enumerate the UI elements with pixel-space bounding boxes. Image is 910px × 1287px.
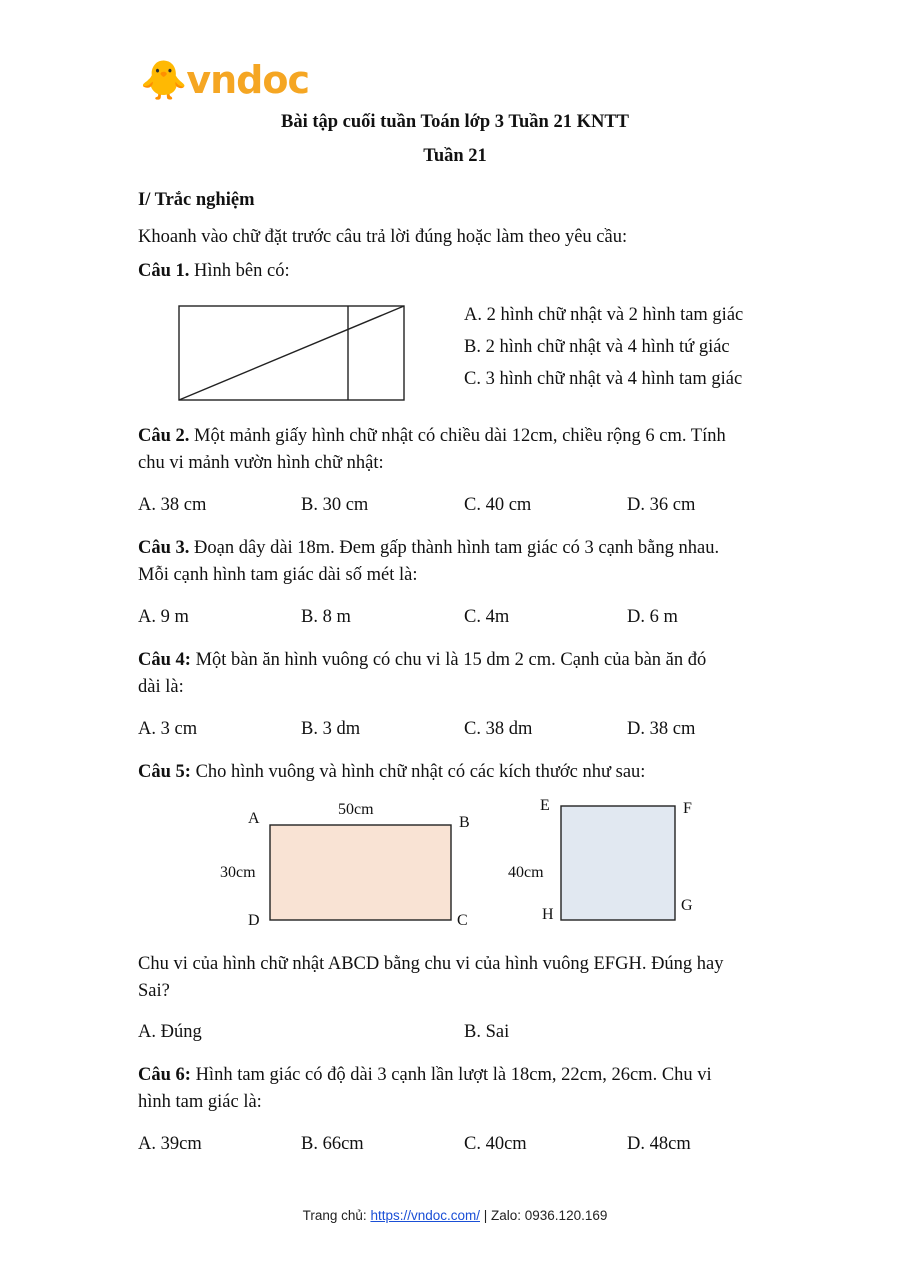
label-c: C [457, 912, 468, 929]
question-5-cont: Sai? [138, 981, 170, 1001]
chick-mascot-icon: 🐥 [140, 58, 187, 102]
question-3: Câu 3. Đoạn dây dài 18m. Đem gấp thành hình tam giác có 3 cạnh bằng nhau. [138, 538, 720, 558]
label-f: F [683, 800, 692, 817]
footer-zalo: | Zalo: 0936.120.169 [480, 1208, 608, 1223]
question-2: Câu 2. Một mảnh giấy hình chữ nhật có chiều dài 12cm, chiều rộng 6 cm. Tính [138, 426, 726, 446]
document-subtitle: Tuần 21 [423, 146, 487, 166]
label-e: E [540, 797, 550, 814]
q6-option-c[interactable]: C. 40cm [464, 1134, 527, 1154]
instruction: Khoanh vào chữ đặt trước câu trả lời đúng hoặc làm theo yêu cầu: [138, 227, 628, 247]
footer [0, 1208, 910, 1223]
label-g: G [681, 897, 693, 914]
question-3-cont: Mỗi cạnh hình tam giác dài số mét là: [138, 565, 418, 585]
q2-option-a[interactable]: A. 38 cm [138, 495, 207, 515]
q3-option-c[interactable]: C. 4m [464, 607, 510, 627]
document-title: Bài tập cuối tuần Toán lớp 3 Tuần 21 KNTT [280, 112, 629, 132]
q4-option-b[interactable]: B. 3 dm [301, 719, 361, 739]
question-2-cont: chu vi mảnh vườn hình chữ nhật: [138, 453, 384, 473]
q1-option-b[interactable]: B. 2 hình chữ nhật và 4 hình tứ giác [464, 337, 730, 357]
q1-option-a[interactable]: A. 2 hình chữ nhật và 2 hình tam giác [464, 305, 744, 325]
homepage-link[interactable]: https://vndoc.com/ [370, 1208, 480, 1223]
q5-option-b[interactable]: B. Sai [464, 1022, 510, 1042]
label-b: B [459, 814, 470, 831]
q4-option-d[interactable]: D. 38 cm [627, 719, 696, 739]
q1-figure [179, 306, 404, 400]
square-efgh [561, 806, 675, 920]
question-5: Câu 5: Cho hình vuông và hình chữ nhật có các kích thước như sau: [138, 762, 646, 782]
label-30cm: 30cm [220, 864, 256, 881]
q4-option-a[interactable]: A. 3 cm [138, 719, 198, 739]
rectangle-abcd [270, 825, 451, 920]
question-6-cont: hình tam giác là: [138, 1092, 262, 1112]
question-5-statement: Chu vi của hình chữ nhật ABCD bằng chu vi của hình vuông EFGH. Đúng hay [138, 954, 724, 974]
q5-option-a[interactable]: A. Đúng [138, 1022, 202, 1042]
label-d: D [248, 912, 260, 929]
q6-option-a[interactable]: A. 39cm [138, 1134, 202, 1154]
q6-option-b[interactable]: B. 66cm [301, 1134, 364, 1154]
q4-option-c[interactable]: C. 38 dm [464, 719, 533, 739]
logo-text: vndoc [186, 58, 309, 102]
q1-option-c[interactable]: C. 3 hình chữ nhật và 4 hình tam giác [464, 369, 743, 389]
q2-option-b[interactable]: B. 30 cm [301, 495, 369, 515]
section-heading: I/ Trắc nghiệm [138, 190, 255, 210]
q2-option-c[interactable]: C. 40 cm [464, 495, 532, 515]
q3-option-d[interactable]: D. 6 m [627, 607, 678, 627]
label-50cm: 50cm [338, 801, 374, 818]
question-1: Câu 1. Hình bên có: [138, 261, 290, 281]
q6-option-d[interactable]: D. 48cm [627, 1134, 691, 1154]
question-6: Câu 6: Hình tam giác có độ dài 3 cạnh lần lượt là 18cm, 22cm, 26cm. Chu vi [138, 1065, 712, 1085]
label-a: A [248, 810, 260, 827]
q3-option-b[interactable]: B. 8 m [301, 607, 351, 627]
q3-option-a[interactable]: A. 9 m [138, 607, 189, 627]
label-40cm: 40cm [508, 864, 544, 881]
question-4: Câu 4: Một bàn ăn hình vuông có chu vi là 15 dm 2 cm. Cạnh của bàn ăn đó [138, 650, 707, 670]
question-4-cont: dài là: [138, 677, 184, 697]
q2-option-d[interactable]: D. 36 cm [627, 495, 696, 515]
label-h: H [542, 906, 554, 923]
footer-prefix: Trang chủ: [302, 1208, 371, 1223]
